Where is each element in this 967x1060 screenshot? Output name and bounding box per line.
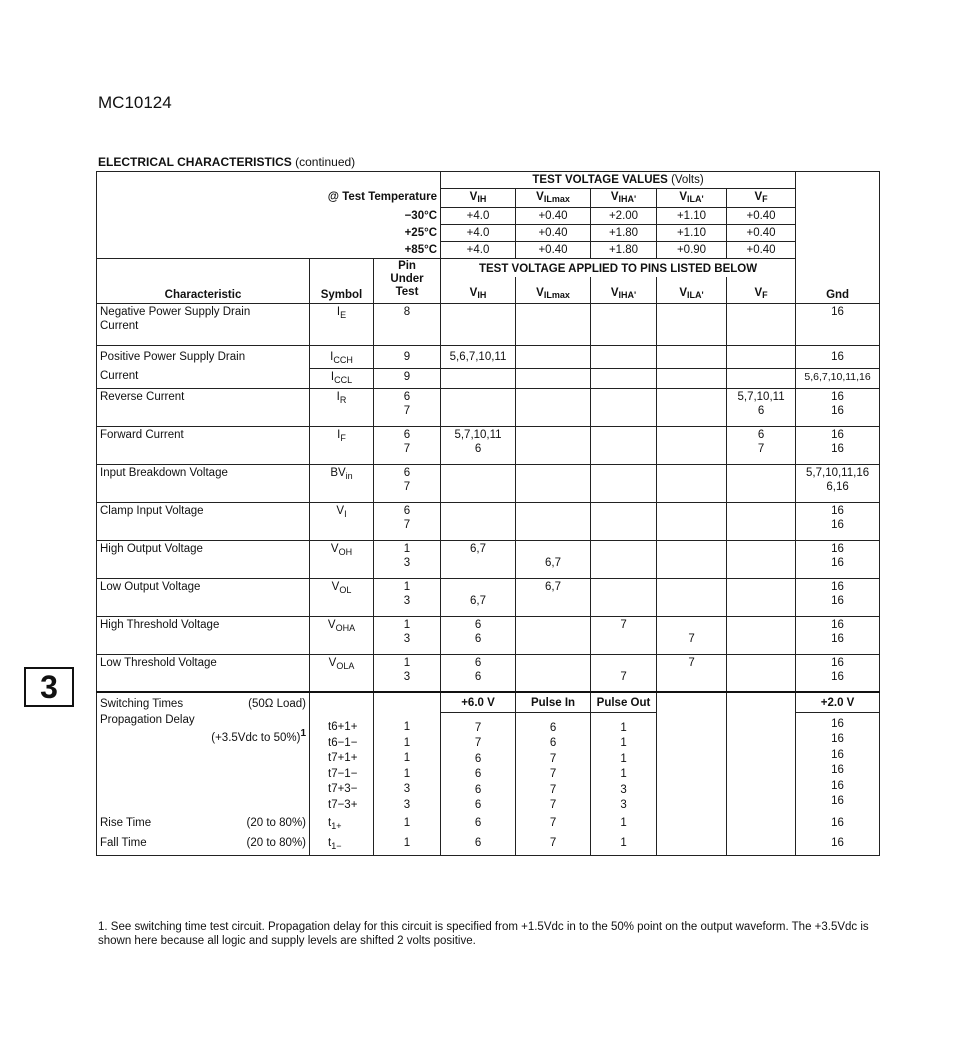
footnote: 1. See switching time test circuit. Propagation delay for this circuit is specified from +1.5Vdc in to the 50% point on the output waveform. The +3.5Vdc is shown here because all logic and supply levels are shifted 2 volts positive. <box>98 921 869 947</box>
characteristic-cell: Forward Current <box>97 426 310 464</box>
gnd-cell: 16 16 <box>796 502 880 540</box>
propagation-pins: 1 1 1 1 3 3 <box>374 712 441 815</box>
symbol-header: Symbol <box>310 259 374 304</box>
rise-time-symbol: $t_{1+}$ <box>310 815 374 835</box>
vih-cell: 6 6 <box>441 616 516 654</box>
rise-time-cond: (20 to 80%) <box>246 816 306 829</box>
propagation-delay-cell <box>97 712 310 815</box>
characteristic-cell: Low Output Voltage <box>97 578 310 616</box>
symbol-cell: $I_R$ <box>310 388 374 426</box>
rise-time-pin: 1 <box>374 815 441 835</box>
voltage-cell: +0.40 <box>727 208 796 225</box>
symbol-cell: $V_{OH}$ <box>310 540 374 578</box>
switching-gnd-header: +2.0 V <box>796 692 880 712</box>
propagation-in: 7 7 6 6 6 6 <box>441 712 516 815</box>
characteristic-cell: Current <box>97 368 310 388</box>
characteristic-header: Characteristic <box>97 259 310 304</box>
fall-time-cell <box>97 835 310 856</box>
section-tab-number: 3 <box>24 667 74 707</box>
table-row <box>97 654 880 692</box>
table-row <box>97 426 880 464</box>
temp-cell: −30°C <box>97 208 441 225</box>
propagation-pulse-out: 1 1 1 1 3 3 <box>591 712 657 815</box>
pin-cell: 8 <box>374 303 441 345</box>
col-vf: $V_F$ <box>727 189 796 208</box>
symbol-cell: $V_{OL}$ <box>310 578 374 616</box>
pins-header-row <box>97 259 880 278</box>
symbol-cell: $V_{OHA}$ <box>310 616 374 654</box>
gnd-cell: 16 16 <box>796 616 880 654</box>
switching-header-row <box>97 692 880 712</box>
switching-label-cell <box>97 692 310 712</box>
vilmax-cell: 6,7 <box>516 540 591 578</box>
pin-cell: 6 7 <box>374 388 441 426</box>
col-vih-2: $V_{IH}$ <box>441 277 516 303</box>
fall-time-pulse-out: 1 <box>591 835 657 856</box>
voltage-cell: +2.00 <box>591 208 657 225</box>
propagation-pulse-in: 6 6 7 7 7 7 <box>516 712 591 815</box>
voltage-cell: +1.10 <box>657 225 727 242</box>
temp-cell: +25°C <box>97 225 441 242</box>
test-voltage-values-label: TEST VOLTAGE VALUES <box>532 174 668 186</box>
propagation-delay-cond: (+3.5Vdc to 50%) <box>211 731 301 744</box>
gnd-cell: 5,6,7,10,11,16 <box>796 368 880 388</box>
table-row <box>97 368 880 388</box>
voltage-cell: +0.90 <box>657 242 727 259</box>
pin-cell: 6 7 <box>374 464 441 502</box>
col-vila: $V_{ILA'}$ <box>657 189 727 208</box>
voltage-row <box>97 225 880 242</box>
rise-time-pulse-out: 1 <box>591 815 657 835</box>
vih-cell: 6,7 <box>441 578 516 616</box>
gnd-cell: 16 <box>796 345 880 368</box>
pin-cell: 1 3 <box>374 616 441 654</box>
table-row <box>97 578 880 616</box>
switching-label: Switching Times <box>100 698 184 710</box>
voltage-header-row <box>97 172 880 189</box>
applied-pins-header: TEST VOLTAGE APPLIED TO PINS LISTED BELOW <box>441 259 796 278</box>
rise-time-in: 6 <box>441 815 516 835</box>
fall-time-pin: 1 <box>374 835 441 856</box>
pin-under-test-header: Pin Under Test <box>374 259 441 304</box>
gnd-cell: 5,7,10,11,16 6,16 <box>796 464 880 502</box>
pin-cell: 1 3 <box>374 540 441 578</box>
test-voltage-values-header <box>441 172 796 189</box>
vih-cell: 5,6,7,10,11 <box>441 345 516 368</box>
propagation-symbols: t6+1+ t6−1− t7+1+ t7−1− t7+3− t7−3+ <box>310 712 374 815</box>
pin-cell: 1 3 <box>374 654 441 692</box>
table-row <box>97 616 880 654</box>
section-title-text: ELECTRICAL CHARACTERISTICS <box>98 155 292 169</box>
switching-vih-header: +6.0 V <box>441 692 516 712</box>
test-voltage-unit: (Volts) <box>671 174 704 186</box>
voltage-cell: +0.40 <box>516 242 591 259</box>
gnd-cell: 16 16 <box>796 654 880 692</box>
characteristic-cell: Negative Power Supply Drain Current <box>97 303 310 345</box>
symbol-cell: $V_I$ <box>310 502 374 540</box>
symbol-cell: $BV_{in}$ <box>310 464 374 502</box>
electrical-characteristics-table <box>96 171 880 856</box>
pin-cell: 9 <box>374 368 441 388</box>
viha-cell: 7 <box>591 654 657 692</box>
voltage-cell: +0.40 <box>727 242 796 259</box>
fall-time-symbol: $t_{1-}$ <box>310 835 374 856</box>
part-number: MC10124 <box>98 93 172 112</box>
temp-cell: +85°C <box>97 242 441 259</box>
pin-cell: 6 7 <box>374 502 441 540</box>
section-title <box>98 155 355 169</box>
vih-cell: 5,7,10,11 6 <box>441 426 516 464</box>
col-vih: $V_{IH}$ <box>441 189 516 208</box>
pin-cell: 9 <box>374 345 441 368</box>
vf-cell: 6 7 <box>727 426 796 464</box>
symbol-cell: $I_{CCH}$ <box>310 345 374 368</box>
pin-cell: 1 3 <box>374 578 441 616</box>
voltage-row <box>97 208 880 225</box>
table-row <box>97 502 880 540</box>
fall-time-label: Fall Time <box>100 836 147 849</box>
fall-time-pulse-in: 7 <box>516 835 591 856</box>
voltage-cell: +4.0 <box>441 225 516 242</box>
characteristic-cell: High Output Voltage <box>97 540 310 578</box>
characteristic-cell: Clamp Input Voltage <box>97 502 310 540</box>
symbol-cell: $V_{OLA}$ <box>310 654 374 692</box>
switching-pulse-out-header: Pulse Out <box>591 692 657 712</box>
gnd-cell: 16 16 <box>796 426 880 464</box>
switching-pulse-in-header: Pulse In <box>516 692 591 712</box>
rise-time-label: Rise Time <box>100 816 152 829</box>
col-vf-2: $V_F$ <box>727 277 796 303</box>
symbol-cell: $I_{CCL}$ <box>310 368 374 388</box>
voltage-cell: +1.80 <box>591 225 657 242</box>
col-viha: $V_{IHA'}$ <box>591 189 657 208</box>
voltage-cell: +1.80 <box>591 242 657 259</box>
vih-cell: 6,7 <box>441 540 516 578</box>
symbol-cell: $I_E$ <box>310 303 374 345</box>
symbol-cell: $I_F$ <box>310 426 374 464</box>
propagation-delay-label: Propagation Delay <box>100 714 195 726</box>
col-vilmax-2: $V_{ILmax}$ <box>516 277 591 303</box>
col-vilmax: $V_{ILmax}$ <box>516 189 591 208</box>
gnd-header: Gnd <box>796 259 880 304</box>
switching-load: (50Ω Load) <box>248 698 306 710</box>
voltage-cell: +4.0 <box>441 208 516 225</box>
test-temperature-label: @ Test Temperature <box>97 189 441 208</box>
gnd-cell: 16 16 <box>796 578 880 616</box>
gnd-cell: 16 16 <box>796 540 880 578</box>
fall-time-cond: (20 to 80%) <box>246 836 306 849</box>
fall-time-gnd: 16 <box>796 835 880 856</box>
table-row <box>97 540 880 578</box>
voltage-cell: +0.40 <box>516 225 591 242</box>
characteristic-cell: Low Threshold Voltage <box>97 654 310 692</box>
rise-time-cell <box>97 815 310 835</box>
characteristic-cell: Input Breakdown Voltage <box>97 464 310 502</box>
characteristic-cell: High Threshold Voltage <box>97 616 310 654</box>
propagation-gnd: 16 16 16 16 16 16 <box>796 712 880 815</box>
gnd-cell: 16 16 <box>796 388 880 426</box>
table-row <box>97 303 880 345</box>
vila-cell: 7 <box>657 616 727 654</box>
vf-cell: 5,7,10,11 6 <box>727 388 796 426</box>
viha-cell: 7 <box>591 616 657 654</box>
vih-cell: 6 6 <box>441 654 516 692</box>
voltage-cell: +0.40 <box>727 225 796 242</box>
section-title-suffix: (continued) <box>295 155 356 169</box>
vila-cell: 7 <box>657 654 727 692</box>
table-row <box>97 345 880 368</box>
col-vila-2: $V_{ILA'}$ <box>657 277 727 303</box>
characteristic-cell: Reverse Current <box>97 388 310 426</box>
table-row <box>97 388 880 426</box>
pin-cell: 6 7 <box>374 426 441 464</box>
col-viha-2: $V_{IHA'}$ <box>591 277 657 303</box>
footnote-ref: 1 <box>300 728 306 739</box>
voltage-columns-row <box>97 189 880 208</box>
vilmax-cell: 6,7 <box>516 578 591 616</box>
fall-time-in: 6 <box>441 835 516 856</box>
table-row <box>97 464 880 502</box>
gnd-cell: 16 <box>796 303 880 345</box>
rise-time-pulse-in: 7 <box>516 815 591 835</box>
voltage-cell: +1.10 <box>657 208 727 225</box>
characteristic-cell: Positive Power Supply Drain <box>97 345 310 368</box>
voltage-cell: +4.0 <box>441 242 516 259</box>
voltage-row <box>97 242 880 259</box>
rise-time-gnd: 16 <box>796 815 880 835</box>
voltage-cell: +0.40 <box>516 208 591 225</box>
